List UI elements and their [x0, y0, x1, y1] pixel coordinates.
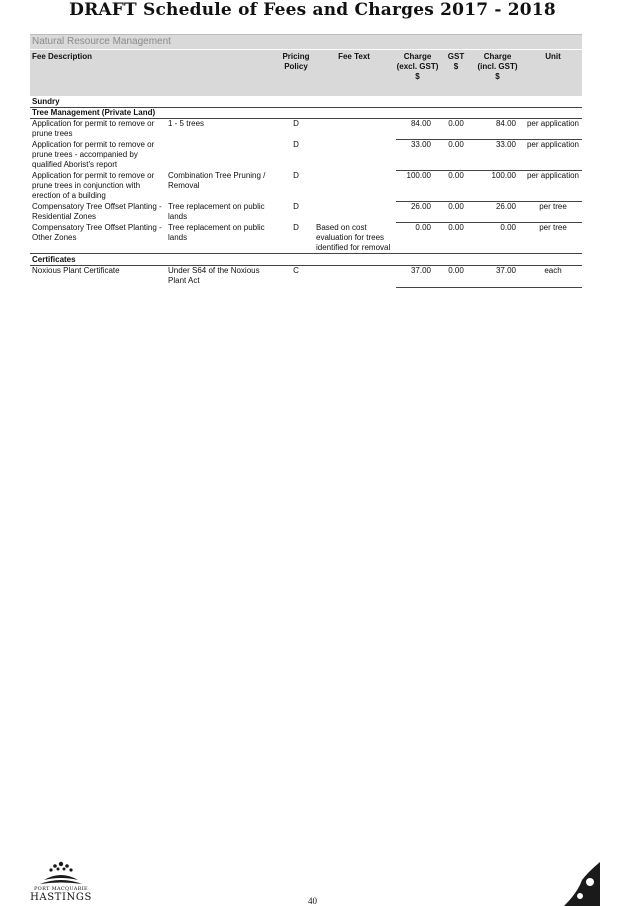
header-charge-incl-line3: $ [495, 72, 500, 81]
row-gst: 0.00 [448, 119, 464, 128]
row-charge-incl: 33.00 [495, 140, 516, 149]
row-unit: per tree [539, 202, 567, 211]
row-detail: Under S64 of the Noxious Plant Act [168, 266, 260, 285]
row-charge-incl: 37.00 [495, 266, 516, 275]
header-gst-line2: $ [453, 62, 459, 71]
row-pricing-policy: C [293, 266, 299, 275]
row-pricing-policy: D [293, 140, 299, 149]
row-charge-incl: 26.00 [495, 202, 516, 211]
table-row [30, 223, 582, 254]
document-title: DRAFT Schedule of Fees and Charges 2017 - 2018 [69, 0, 556, 20]
header-pricing-policy [278, 50, 314, 96]
row-charge-incl: 84.00 [495, 119, 516, 128]
row-fee-text [314, 266, 394, 288]
row-gst: 0.00 [448, 202, 464, 211]
row-unit: per tree [539, 223, 567, 232]
row-charge-excl: 33.00 [410, 140, 431, 149]
header-charge-excl-line3: $ [415, 72, 420, 81]
header-gst-line1: GST [447, 52, 465, 61]
group-title-certificates: Certificates [30, 255, 582, 266]
row-unit: per application [526, 119, 580, 128]
row-fee-text: Based on cost evaluation for trees identified for removal [316, 223, 391, 252]
section-title: Natural Resource Management [30, 34, 582, 49]
row-unit: per application [526, 171, 580, 180]
row-divider [396, 287, 582, 288]
row-description: Application for permit to remove or prune trees - accompanied by qualified Aborist's report [32, 140, 155, 169]
table-row [30, 140, 582, 171]
row-description: Application for permit to remove or prune trees [32, 119, 155, 138]
table-row [30, 119, 582, 140]
header-fee-description: Fee Description [32, 52, 93, 61]
council-logo-mark-icon [26, 858, 96, 886]
row-charge-incl: 0.00 [500, 223, 516, 232]
logo-text-line2: HASTINGS [30, 892, 92, 903]
row-charge-excl: 26.00 [410, 202, 431, 211]
header-charge-excl [394, 50, 441, 96]
corner-decoration-icon [560, 862, 600, 906]
row-description: Compensatory Tree Offset Planting - Other Zones [32, 223, 162, 242]
row-charge-excl: 84.00 [410, 119, 431, 128]
fee-table [30, 34, 582, 288]
row-unit: per application [526, 140, 580, 149]
row-fee-text [314, 119, 394, 140]
header-unit: Unit [545, 52, 561, 61]
row-pricing-policy: D [293, 119, 299, 128]
row-detail: Tree replacement on public lands [168, 202, 265, 221]
subgroup-title-tree-management: Tree Management (Private Land) [30, 108, 582, 119]
row-fee-text [314, 202, 394, 223]
header-charge-incl-line1: Charge [483, 52, 512, 61]
page-number: 40 [308, 896, 317, 906]
row-fee-text [314, 140, 394, 171]
row-pricing-policy: D [293, 202, 299, 211]
row-gst: 0.00 [448, 266, 464, 275]
header-detail [166, 50, 278, 96]
row-unit: each [544, 266, 562, 275]
row-charge-excl: 0.00 [415, 223, 431, 232]
row-charge-incl: 100.00 [491, 171, 516, 180]
header-fee-text: Fee Text [338, 52, 370, 61]
row-detail: Combination Tree Pruning / Removal [168, 171, 266, 190]
row-description: Noxious Plant Certificate [32, 266, 120, 275]
row-detail: Tree replacement on public lands [168, 223, 265, 242]
header-pricing-policy-line1: Pricing [282, 52, 310, 61]
header-pricing-policy-line2: Policy [284, 62, 308, 71]
row-description: Application for permit to remove or prune trees in conjunction with erection of a building [32, 171, 155, 200]
row-gst: 0.00 [448, 223, 464, 232]
header-charge-excl-line1: Charge [403, 52, 432, 61]
header-charge-incl [471, 50, 524, 96]
header-charge-excl-line2: (excl. GST) [396, 62, 439, 71]
row-gst: 0.00 [448, 171, 464, 180]
table-row [30, 266, 582, 288]
row-charge-excl: 37.00 [410, 266, 431, 275]
table-row [30, 202, 582, 223]
row-pricing-policy: D [293, 223, 299, 232]
header-gst [441, 50, 471, 96]
logo-text-line1: PORT MACQUARIE [34, 886, 88, 892]
row-pricing-policy: D [293, 171, 299, 180]
row-charge-excl: 100.00 [406, 171, 431, 180]
row-fee-text [314, 171, 394, 202]
group-title-sundry: Sundry [30, 97, 582, 108]
table-row [30, 171, 582, 202]
table-header-row [30, 49, 582, 96]
row-detail: 1 - 5 trees [168, 119, 205, 128]
row-detail [166, 140, 278, 171]
row-gst: 0.00 [448, 140, 464, 149]
header-charge-incl-line2: (incl. GST) [477, 62, 518, 71]
row-description: Compensatory Tree Offset Planting - Residential Zones [32, 202, 162, 221]
row-divider [30, 253, 582, 254]
